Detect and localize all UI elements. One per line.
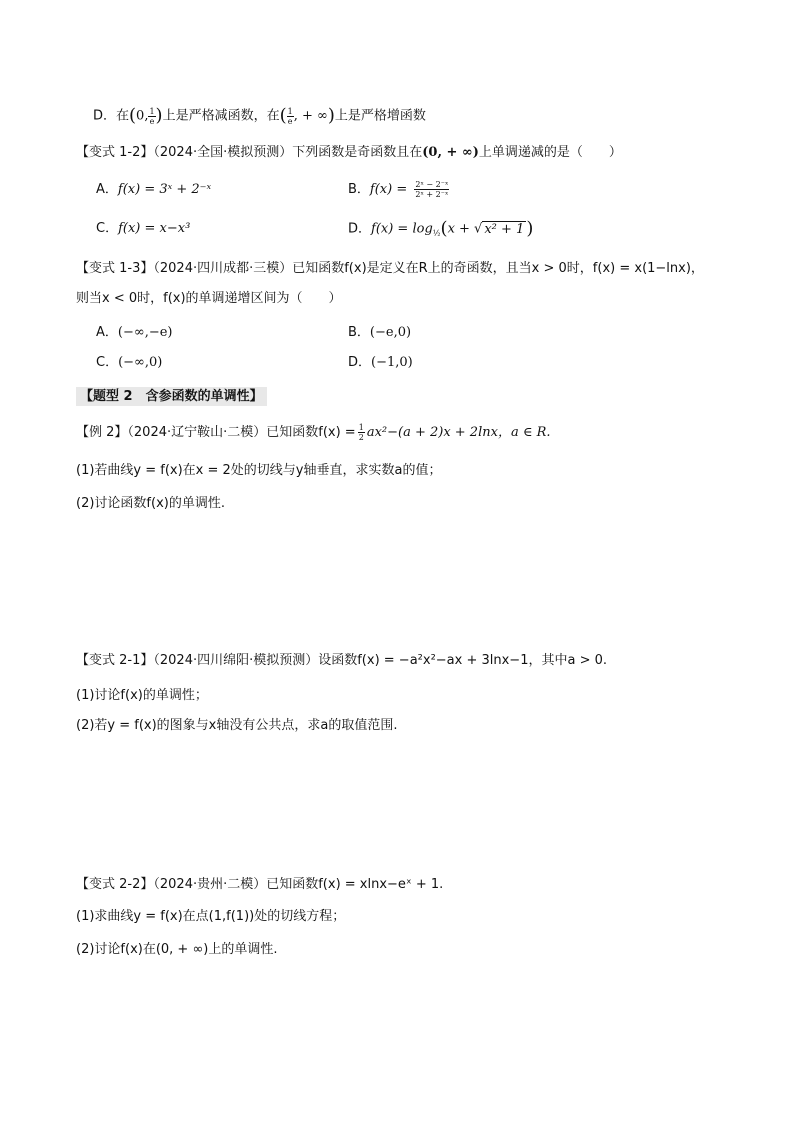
option-b[interactable]: B．(−e,0) [348, 325, 412, 340]
question-source: （2024·四川成都·三模） [153, 261, 293, 276]
prev-option-d-mid1: 上是严格减函数，在 [162, 108, 280, 124]
question-source: （2024·四川绵阳·模拟预测） [153, 653, 319, 668]
question-2-1-stem: 【变式 2-1】（2024·四川绵阳·模拟预测）设函数f(x) = −a²x²−ax + 3lnx−1，其中a > 0. [76, 653, 607, 668]
option-c[interactable]: C．(−∞,0) [96, 355, 163, 370]
option-d[interactable]: D．(−1,0) [348, 355, 413, 370]
question-tag: 【变式 2-2】 [76, 877, 154, 892]
prev-option-d-label: D．在 [93, 108, 130, 124]
prev-option-d: D．在(0, $\frac{1}{e}$ )上是严格减函数，在( $\frac{1}{e}$ , + ∞)上是严格增函数 [93, 105, 426, 126]
question-2-2-sub1: (1)求曲线y = f(x)在点(1,f(1))处的切线方程； [76, 909, 346, 924]
question-tag: 【变式 1-2】 [76, 145, 154, 160]
question-1-3-stem-line1: 【变式 1-3】（2024·四川成都·三模）已知函数f(x)是定义在R上的奇函数，且当x > 0时，f(x) = x(1−lnx)， [76, 261, 704, 276]
question-source: （2024·贵州·二模） [153, 877, 267, 892]
example-2-sub2: (2)讨论函数f(x)的单调性. [76, 496, 225, 511]
question-source: （2024·全国·模拟预测） [153, 145, 293, 160]
question-tag: 【例 2】 [76, 425, 128, 440]
option-a[interactable]: A．f(x) = 3ˣ + 2⁻ˣ [96, 182, 212, 197]
question-tag: 【变式 1-3】 [76, 261, 154, 276]
option-c[interactable]: C．f(x) = x−x³ [96, 221, 191, 236]
section-heading: 【题型 2 含参函数的单调性】 [76, 387, 267, 406]
question-2-1-sub2: (2)若y = f(x)的图象与x轴没有公共点，求a的取值范围. [76, 718, 398, 733]
example-2-stem: 【例 2】（2024·辽宁鞍山·二模）已知函数f(x) = $\frac{1}{2}$ ax²−(a + 2)x + 2lnx，a ∈ R. [76, 423, 551, 442]
option-b[interactable]: B．f(x) = $\frac{\text{2ˣ − 2⁻ˣ}}{\text{2ˣ + 2⁻ˣ}}$ [348, 180, 449, 199]
example-2-sub1: (1)若曲线y = f(x)在x = 2处的切线与y轴垂直，求实数a的值； [76, 463, 442, 478]
question-tag: 【变式 2-1】 [76, 653, 154, 668]
question-2-2-sub2: (2)讨论f(x)在(0, + ∞)上的单调性. [76, 942, 278, 957]
question-1-2-stem: 【变式 1-2】（2024·全国·模拟预测）下列函数是奇函数且在(0, + ∞)上单调递减的是（ ） [76, 145, 622, 160]
question-2-2-stem: 【变式 2-2】（2024·贵州·二模）已知函数f(x) = xlnx−eˣ + 1. [76, 877, 444, 892]
question-1-3-stem-line2: 则当x < 0时，f(x)的单调递增区间为（ ） [76, 291, 342, 306]
option-a[interactable]: A．(−∞,−e) [96, 325, 173, 340]
option-d[interactable]: D．$f(x) = \log_{\frac{1}{2}}(x$ + √ x² + 1 ) [348, 218, 534, 239]
question-source: （2024·辽宁鞍山·二模） [127, 425, 267, 440]
prev-option-d-mid2: 上是严格增函数 [334, 108, 426, 124]
question-2-1-sub1: (1)讨论f(x)的单调性； [76, 688, 208, 703]
